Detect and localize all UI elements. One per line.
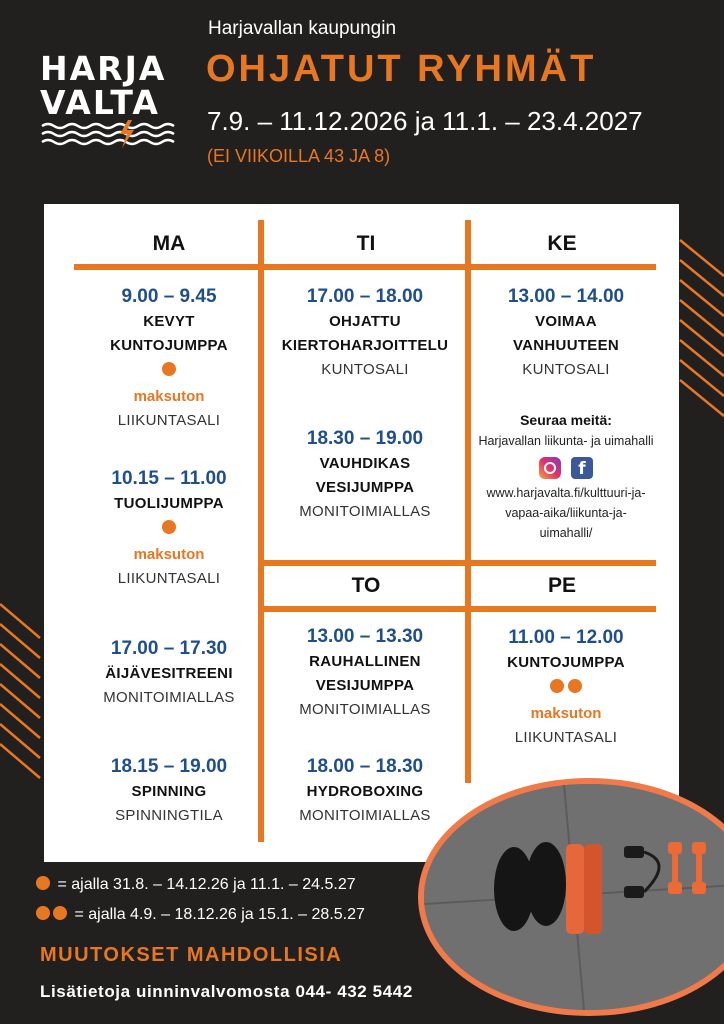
class-location: KUNTOSALI (522, 361, 610, 378)
season-dates: 7.9. – 11.12.2026 ja 11.1. – 23.4.2027 (207, 106, 643, 136)
period-dot-icon (568, 679, 582, 693)
class-name: KEVYT (143, 313, 195, 330)
excluded-weeks-note: (EI VIIKOILLA 43 JA 8) (207, 146, 391, 166)
class-name: TUOLIJUMPPA (114, 495, 224, 512)
class-time: 18.00 – 18.30 (306, 756, 424, 777)
class-time: 9.00 – 9.45 (121, 286, 217, 307)
class-location: LIIKUNTASALI (117, 412, 221, 429)
middle-divider-2 (260, 606, 656, 612)
class-name: OHJATTU (329, 313, 401, 330)
period-dot-icon (36, 876, 50, 890)
class-name: VAUHDIKAS (319, 455, 411, 472)
class-name: RAUHALLINEN (309, 653, 421, 670)
class-to-2 (266, 754, 464, 828)
class-location: SPINNINGTILA (115, 807, 223, 824)
class-name: SPINNING (131, 783, 207, 800)
day-header-ke: KE (547, 232, 577, 255)
class-ma-2 (64, 466, 274, 591)
class-time: 17.00 – 17.30 (110, 638, 228, 659)
website-link-line3: uimahalli/ (539, 526, 593, 540)
class-location: KUNTOSALI (321, 361, 409, 378)
class-location: MONITOIMIALLAS (103, 689, 235, 706)
class-time: 18.15 – 19.00 (110, 756, 228, 777)
class-ti-2 (266, 426, 464, 524)
class-name-line2: VANHUUTEEN (512, 337, 620, 354)
class-location: LIIKUNTASALI (514, 729, 618, 746)
website-link-line2: vapaa-aika/liikunta-ja- (505, 506, 627, 520)
facebook-icon[interactable]: f (571, 457, 593, 479)
contact-info: Lisätietoja uinninvalvomosta 044- 432 5442 (40, 982, 413, 1001)
class-name: ÄIJÄVESITREENI (105, 665, 233, 682)
class-time: 17.00 – 18.00 (306, 286, 424, 307)
class-ma-1 (64, 284, 274, 433)
day-header-pe: PE (547, 574, 576, 597)
org-name: Harjavallan liikunta- ja uimahalli (478, 434, 654, 448)
period-dot-icon (53, 906, 67, 920)
social-block (472, 409, 660, 543)
decorative-stripes-right (676, 236, 724, 426)
website-link[interactable] (472, 483, 660, 543)
class-location: MONITOIMIALLAS (299, 701, 431, 718)
class-time: 13.00 – 14.00 (507, 286, 625, 307)
legend-one-dot-text: = ajalla 31.8. – 14.12.26 ja 11.1. – 24.5.27 (57, 876, 356, 893)
class-to-1 (266, 624, 464, 722)
class-time: 13.00 – 13.30 (306, 626, 424, 647)
period-dot-icon (36, 906, 50, 920)
class-time: 11.00 – 12.00 (508, 627, 624, 648)
decorative-stripes-left (0, 600, 44, 800)
legend-two-dots (36, 906, 365, 924)
changes-notice: MUUTOKSET MAHDOLLISIA (40, 944, 343, 966)
website-link-line1: www.harjavalta.fi/kulttuuri-ja- (486, 486, 646, 500)
class-ti-1 (266, 284, 464, 382)
class-time: 18.30 – 19.00 (306, 428, 424, 449)
harjavalta-logo (40, 49, 180, 152)
legend-two-dots-text: = ajalla 4.9. – 18.12.26 ja 15.1. – 28.5.27 (74, 906, 365, 923)
free-label: maksuton (530, 705, 602, 722)
class-location: LIIKUNTASALI (117, 570, 221, 587)
class-time: 10.15 – 11.00 (111, 468, 227, 489)
class-name-line2: KUNTOJUMPPA (110, 337, 228, 354)
class-pe-1 (472, 625, 660, 750)
class-name-line2: VESIJUMPPA (315, 479, 415, 496)
logo-line-1: HARJA (40, 49, 167, 88)
period-dot-icon (550, 679, 564, 693)
instagram-icon[interactable] (539, 457, 561, 479)
class-ma-4 (64, 754, 274, 828)
middle-divider (260, 560, 656, 566)
follow-heading: Seuraa meitä: (520, 412, 612, 428)
class-ma-3 (64, 636, 274, 710)
logo-waves-icon (40, 120, 180, 150)
period-dot-icon (162, 362, 176, 376)
class-location: MONITOIMIALLAS (299, 807, 431, 824)
day-header-ti: TI (356, 232, 376, 255)
free-label: maksuton (133, 388, 205, 405)
class-name-line2: VESIJUMPPA (315, 677, 415, 694)
day-header-ma: MA (152, 232, 186, 255)
day-header-to: TO (351, 574, 381, 597)
class-ke-1 (472, 284, 660, 382)
class-name: HYDROBOXING (306, 783, 424, 800)
gym-equipment-illustration (424, 784, 724, 1010)
column-divider-2 (465, 220, 471, 783)
header-subtitle: Harjavallan kaupungin (208, 18, 397, 39)
schedule-panel (44, 204, 679, 862)
legend-one-dot (36, 876, 356, 894)
page-title: OHJATUT RYHMÄT (206, 48, 597, 90)
class-location: MONITOIMIALLAS (299, 503, 431, 520)
class-name: KUNTOJUMPPA (507, 654, 625, 671)
class-name-line2: KIERTOHARJOITTELU (281, 337, 449, 354)
period-dot-icon (162, 520, 176, 534)
class-name: VOIMAA (535, 313, 597, 330)
free-label: maksuton (133, 546, 205, 563)
top-divider (74, 264, 656, 270)
logo-line-2: VALTA (40, 83, 160, 122)
